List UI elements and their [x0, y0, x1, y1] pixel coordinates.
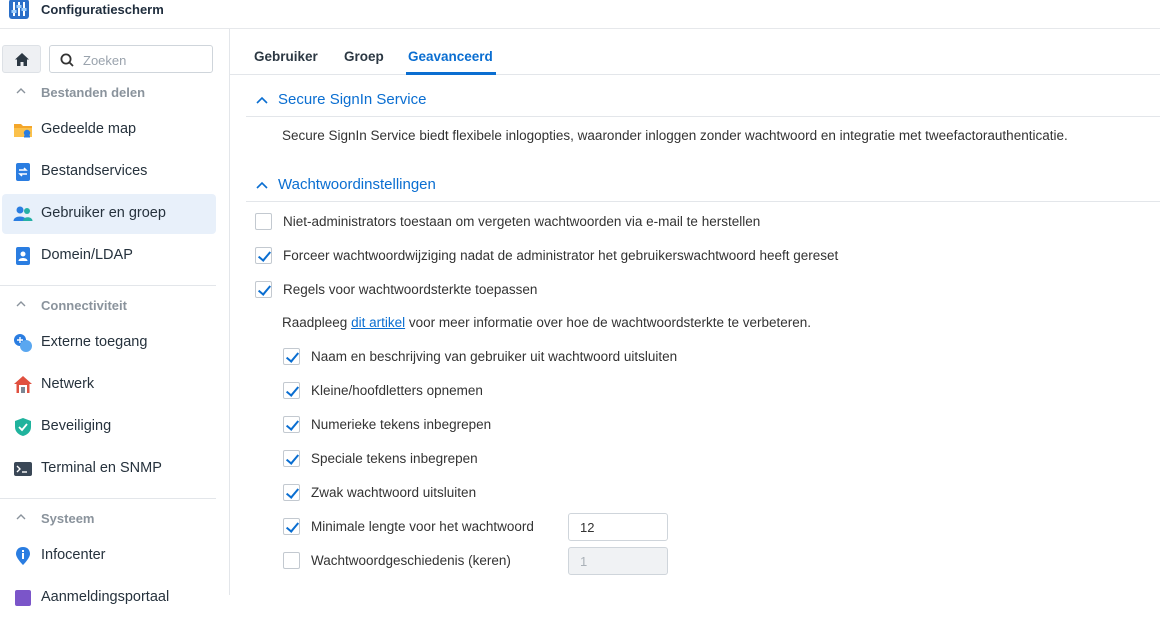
control-panel-icon	[8, 0, 30, 20]
network-house-icon	[13, 375, 33, 395]
sidebar-item-terminal-snmp[interactable]	[2, 449, 216, 489]
divider	[0, 285, 216, 286]
option-label: Regels voor wachtwoordsterkte toepassen	[283, 282, 538, 297]
checkbox[interactable]	[255, 281, 272, 298]
checkbox[interactable]	[283, 382, 300, 399]
checkbox[interactable]	[283, 552, 300, 569]
domain-icon	[13, 246, 33, 266]
sidebar-item-label: Domein/LDAP	[41, 247, 133, 263]
checkbox[interactable]	[283, 348, 300, 365]
sidebar-item-label: Infocenter	[41, 547, 106, 563]
sidebar-item-user-group[interactable]	[2, 194, 216, 234]
min-length-input[interactable]	[568, 513, 668, 541]
sidebar-item-file-services[interactable]	[2, 152, 216, 192]
terminal-icon	[13, 459, 33, 479]
option-password-strength-rules[interactable]	[255, 280, 955, 300]
login-portal-icon	[13, 588, 33, 608]
chevron-up-icon	[16, 300, 26, 308]
section-title: Wachtwoordinstellingen	[278, 176, 436, 193]
sidebar-item-label: Terminal en SNMP	[41, 460, 162, 476]
shield-icon	[13, 417, 33, 437]
search-box[interactable]	[49, 45, 213, 73]
rule-min-length[interactable]	[283, 517, 563, 537]
sidebar-item-shared-folder[interactable]	[2, 110, 216, 150]
home-icon	[14, 52, 30, 67]
sidebar-item-network[interactable]	[2, 365, 216, 405]
article-link[interactable]: dit artikel	[351, 315, 406, 330]
divider	[246, 116, 1160, 117]
active-tab-indicator	[406, 72, 496, 75]
chevron-up-icon	[256, 181, 268, 190]
sidebar-item-info-center[interactable]	[2, 536, 216, 576]
option-allow-reset-email[interactable]	[255, 212, 955, 232]
home-button[interactable]	[2, 45, 41, 73]
section-connectivity[interactable]	[0, 294, 230, 318]
rule-label: Speciale tekens inbegrepen	[311, 451, 478, 466]
rule-special-chars[interactable]	[283, 449, 883, 469]
section-system[interactable]	[0, 507, 230, 531]
tab-bar	[230, 29, 1160, 75]
checkbox[interactable]	[283, 484, 300, 501]
chevron-up-icon	[16, 87, 26, 95]
checkbox[interactable]	[255, 247, 272, 264]
checkbox[interactable]	[283, 416, 300, 433]
info-pin-icon	[13, 546, 33, 566]
info-suffix: voor meer informatie over hoe de wachtwoordsterkte te verbeteren.	[405, 315, 812, 330]
option-label: Niet-administrators toestaan om vergeten wachtwoorden via e-mail te herstellen	[283, 214, 761, 229]
chevron-up-icon	[256, 96, 268, 105]
rule-password-history[interactable]	[283, 551, 563, 571]
sidebar-item-label: Gebruiker en groep	[41, 205, 166, 221]
file-services-icon	[13, 162, 33, 182]
window-title: Configuratiescherm	[41, 2, 164, 17]
section-label: Bestanden delen	[41, 85, 146, 100]
sidebar-item-label: Externe toegang	[41, 334, 148, 350]
main-panel	[230, 29, 1160, 595]
rule-label: Wachtwoordgeschiedenis (keren)	[311, 553, 511, 568]
password-history-input	[568, 547, 668, 575]
rule-label: Kleine/hoofdletters opnemen	[311, 383, 483, 398]
sidebar	[0, 29, 230, 605]
divider	[0, 498, 216, 499]
sidebar-item-label: Beveiliging	[41, 418, 112, 434]
option-label: Forceer wachtwoordwijziging nadat de administrator het gebruikerswachtwoord heeft gereset	[283, 248, 839, 263]
section-password-settings-header[interactable]	[256, 176, 556, 198]
users-icon	[13, 204, 33, 224]
strength-info-text	[282, 315, 811, 330]
rule-exclude-name[interactable]	[283, 347, 883, 367]
secure-signin-description: Secure SignIn Service biedt flexibele inlogopties, waaronder inloggen zonder wachtwoord en integratie met tweefactorauthenticatie.	[282, 128, 1068, 143]
rule-mixed-case[interactable]	[283, 381, 883, 401]
section-label: Systeem	[41, 511, 95, 526]
rule-label: Zwak wachtwoord uitsluiten	[311, 485, 477, 500]
rule-label: Naam en beschrijving van gebruiker uit wachtwoord uitsluiten	[311, 349, 678, 364]
section-label: Connectiviteit	[41, 298, 127, 313]
title-bar	[0, 0, 1160, 29]
search-input[interactable]	[83, 51, 203, 69]
folder-icon	[13, 120, 33, 140]
checkbox[interactable]	[283, 518, 300, 535]
sidebar-item-label: Netwerk	[41, 376, 95, 392]
divider	[246, 201, 1160, 202]
sidebar-item-external-access[interactable]	[2, 323, 216, 363]
sidebar-item-label: Aanmeldingsportaal	[41, 589, 170, 605]
checkbox[interactable]	[283, 450, 300, 467]
chevron-up-icon	[16, 513, 26, 521]
sidebar-item-label: Gedeelde map	[41, 121, 137, 137]
search-icon	[60, 53, 74, 67]
sidebar-item-domain-ldap[interactable]	[2, 236, 216, 276]
external-access-icon	[13, 333, 33, 353]
tab-advanced[interactable]: Geavanceerd	[408, 49, 493, 64]
sidebar-item-login-portal[interactable]	[2, 578, 216, 618]
tab-user[interactable]: Gebruiker	[254, 49, 318, 64]
rule-exclude-weak[interactable]	[283, 483, 883, 503]
sidebar-item-security[interactable]	[2, 407, 216, 447]
rule-numeric[interactable]	[283, 415, 883, 435]
checkbox[interactable]	[255, 213, 272, 230]
section-title: Secure SignIn Service	[278, 91, 427, 108]
section-secure-signin-header[interactable]	[256, 91, 556, 113]
rule-label: Numerieke tekens inbegrepen	[311, 417, 492, 432]
section-file-sharing[interactable]	[0, 81, 230, 105]
option-force-password-change[interactable]	[255, 246, 955, 266]
rule-label: Minimale lengte voor het wachtwoord	[311, 519, 534, 534]
info-prefix: Raadpleeg	[282, 315, 352, 330]
sidebar-item-label: Bestandservices	[41, 163, 148, 179]
tab-group[interactable]: Groep	[344, 49, 384, 64]
